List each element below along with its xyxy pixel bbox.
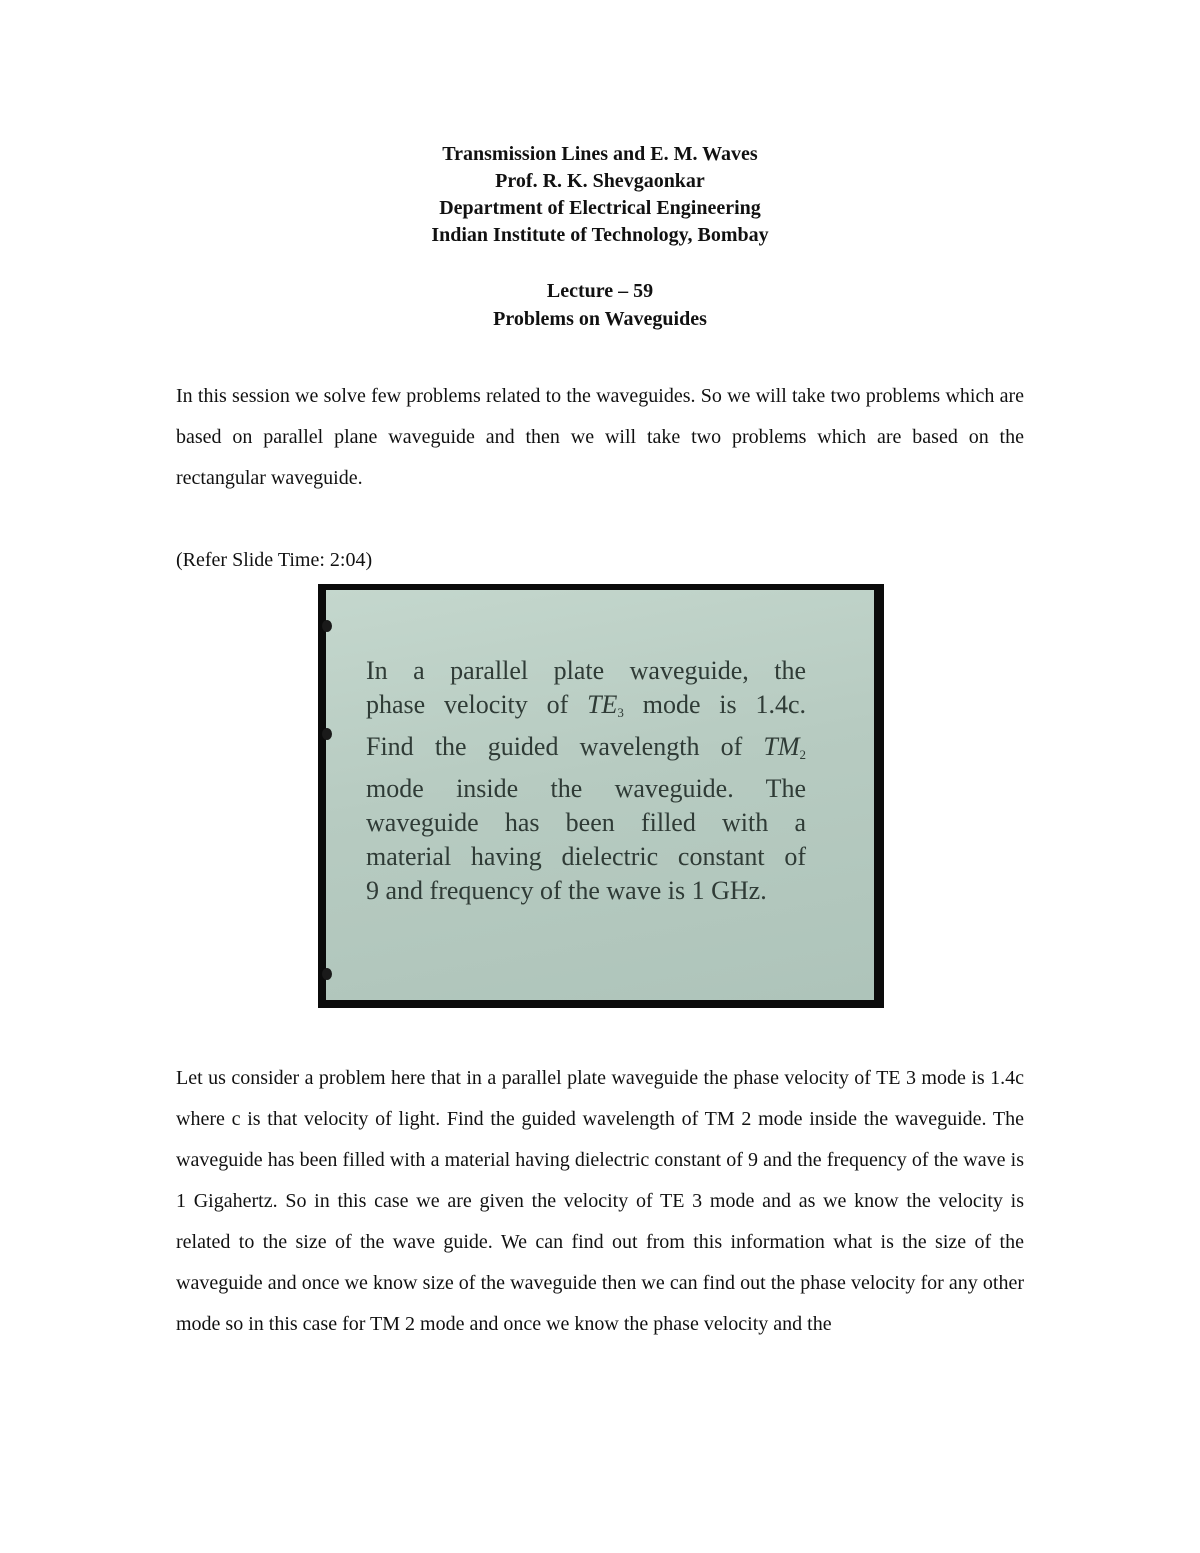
slide-line xyxy=(366,730,806,772)
lecture-title: Problems on Waveguides xyxy=(493,308,707,330)
slide-line: material having dielectric constant of xyxy=(366,842,806,871)
slide-image xyxy=(318,584,884,1008)
slide-line: 9 and frequency of the wave is 1 GHz. xyxy=(366,876,767,905)
slide-mode-subscript: 3 xyxy=(617,705,624,720)
slide-mode-te: TE xyxy=(587,690,618,719)
refer-slide-time: (Refer Slide Time: 2:04) xyxy=(176,549,373,571)
slide-line-text: Find the guided wavelength of xyxy=(366,732,764,761)
lecture-number: Lecture – 59 xyxy=(546,280,654,302)
document-header xyxy=(0,141,1200,249)
slide-mode-subscript: 2 xyxy=(799,747,806,762)
course-title: Transmission Lines and E. M. Waves xyxy=(442,143,758,165)
slide-notch xyxy=(322,968,332,980)
slide-problem-text xyxy=(366,654,806,908)
intro-paragraph: In this session we solve few problems related to the waveguides. So we will take two problems which are based on parallel plane waveguide and then we will take two problems which are based on the rectangular waveguide. xyxy=(176,385,1024,489)
slide-notch xyxy=(322,620,332,632)
institute-name: Indian Institute of Technology, Bombay xyxy=(431,224,769,246)
slide-board xyxy=(326,590,874,1000)
lecture-heading xyxy=(0,277,1200,333)
slide-line: In a parallel plate waveguide, the xyxy=(366,656,806,685)
slide-line: waveguide has been filled with a xyxy=(366,808,806,837)
department-name: Department of Electrical Engineering xyxy=(439,197,761,219)
slide-mode-tm: TM xyxy=(763,732,800,761)
slide-line: mode inside the waveguide. The xyxy=(366,774,806,803)
body-paragraph: Let us consider a problem here that in a parallel plate waveguide the phase velocity of TE 3 mode is 1.4c where c is that velocity of light. Find the guided wavelength of TM 2 mode inside the waveguide. The waveguide has been filled with a material having dielectric constant of 9 and the frequency of the wave is 1 Gigahertz. So in this case we are given the velocity of TE 3 mode and as we know the velocity is related to the size of the wave guide. We can find out from this information what is the size of the waveguide and once we know size of the waveguide then we can find out the phase velocity for any other mode so in this case for TM 2 mode and once we know the phase velocity and the xyxy=(176,1067,1024,1335)
professor-name: Prof. R. K. Shevgaonkar xyxy=(495,170,705,192)
slide-line-text: phase velocity of xyxy=(366,690,588,719)
slide-line-text: mode is 1.4c. xyxy=(623,690,806,719)
slide-notch xyxy=(322,728,332,740)
slide-line xyxy=(366,688,806,730)
